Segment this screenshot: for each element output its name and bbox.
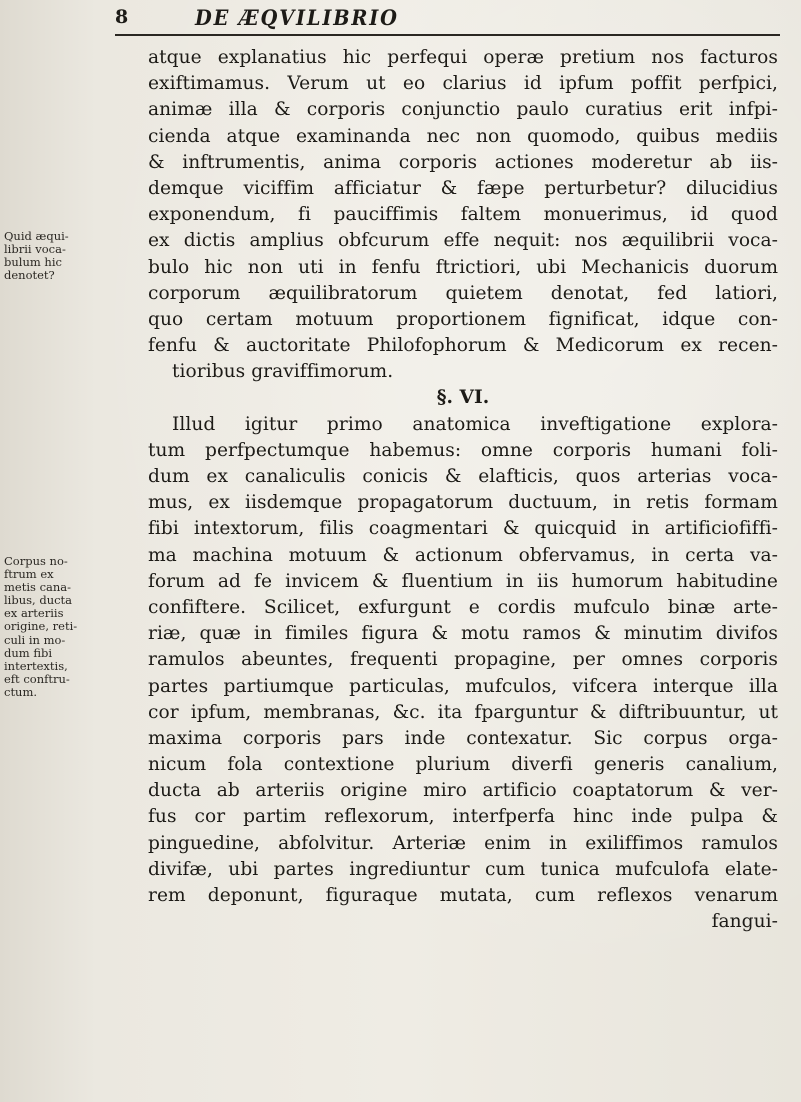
text-line: tioribus graviffimorum. <box>172 361 394 383</box>
text-line: dum ex canaliculis conicis & elafticis, quos arterias voca- <box>148 466 778 487</box>
margin-note-line: eft conftru- <box>4 671 70 686</box>
page-number: 8 <box>115 6 129 28</box>
text-line: exponendum, fi pauciffimis faltem monuerimus, id quod <box>148 204 778 226</box>
header-rule <box>115 34 780 36</box>
text-line: nicum fola contextione plurium diverfi generis canalium, <box>148 754 778 776</box>
text-line: tum perfpectumque habemus: omne corporis humani foli- <box>148 439 778 461</box>
text-line: atque explanatius hic perfequi operæ pretium nos facturos <box>148 47 778 68</box>
text-line: demque viciffim afficiatur & fæpe perturbetur? dilucidius <box>148 177 778 199</box>
margin-note-aequilibrium <box>4 230 84 282</box>
text-line: partes partiumque particulas, mufculos, vifcera interque illa <box>148 675 778 697</box>
text-line: cienda atque examinanda nec non quomodo, quibus mediis <box>148 125 778 147</box>
text-line: ducta ab arteriis origine miro artificio coaptatorum & ver- <box>148 780 778 802</box>
text-line: animæ illa & corporis conjunctio paulo curatius erit infpi- <box>148 99 778 121</box>
margin-note-line: metis cana- <box>4 580 72 595</box>
catchword: fangui- <box>711 911 778 933</box>
running-title: DE ÆQVILIBRIO <box>195 5 399 30</box>
text-line: ex dictis amplius obfcurum effe nequit: nos æquilibrii voca- <box>148 230 778 252</box>
text-line: rem deponunt, figuraque mutata, cum reflexos venarum <box>148 885 778 906</box>
text-line: divifæ, ubi partes ingrediuntur cum tunica mufculofa elate- <box>148 858 778 880</box>
text-line: fus cor partim reflexorum, interfperfa hinc inde pulpa & <box>148 806 778 828</box>
margin-note-line: bulum hic <box>4 255 62 270</box>
text-line: exiftimamus. Verum ut eo clarius id ipfum poffit perfpici, <box>148 73 778 95</box>
margin-note-line: intertextis, <box>4 658 68 673</box>
margin-note-line: origine, reti- <box>4 619 78 634</box>
text-line: pinguedine, abfolvitur. Arteriæ enim in exiliffimos ramulos <box>148 832 778 854</box>
text-line: quo certam motuum proportionem fignificat, idque con- <box>148 308 778 330</box>
margin-note-line: ctum. <box>4 684 38 699</box>
text-line: confiftere. Scilicet, exfurgunt e cordis mufculo binæ arte- <box>148 596 778 618</box>
margin-note-line: dum fibi <box>4 645 53 660</box>
text-line: maxima corporis pars inde contexatur. Sic corpus orga- <box>148 727 778 749</box>
text-line: ramulos abeuntes, frequenti propagine, per omnes corporis <box>148 649 778 671</box>
margin-note-line: libus, ducta <box>4 593 73 608</box>
section-heading: §. VI. <box>436 387 490 409</box>
text-line: ma machina motuum & actionum obfervamus, in certa va- <box>148 544 778 566</box>
margin-note-corpus <box>4 555 84 699</box>
main-text <box>148 45 778 935</box>
margin-note-line: denotet? <box>4 268 55 283</box>
text-line: riæ, quæ in fimiles figura & motu ramos & minutim divifos <box>148 623 778 645</box>
margin-note-line: culi in mo- <box>4 632 66 647</box>
text-line: cor ipfum, membranas, &c. ita fparguntur & diftribuuntur, ut <box>148 701 778 723</box>
page-header <box>115 4 775 30</box>
text-line: bulo hic non uti in fenfu ftrictiori, ubi Mechanicis duorum <box>148 256 778 278</box>
text-line: & inftrumentis, anima corporis actiones moderetur ab iis- <box>148 151 778 173</box>
text-line: mus, ex iisdemque propagatorum ductuum, in retis formam <box>148 492 778 514</box>
margin-note-line: ex arteriis <box>4 606 64 621</box>
margin-note-line: Corpus no- <box>4 554 68 568</box>
text-line: forum ad fe invicem & fluentium in iis humorum habitudine <box>148 570 778 592</box>
margin-note-line: Quid æqui- <box>4 229 69 243</box>
text-line: Illud igitur primo anatomica inveftigatione explora- <box>172 413 778 435</box>
text-line: fibi intextorum, filis coagmentari & quicquid in artificiofiffi- <box>148 518 778 540</box>
margin-note-line: ftrum ex <box>4 567 54 582</box>
margin-note-line: librii voca- <box>4 242 66 257</box>
text-line: fenfu & auctoritate Philofophorum & Medicorum ex recen- <box>148 335 778 357</box>
text-line: corporum æquilibratorum quietem denotat, fed latiori, <box>148 282 778 304</box>
